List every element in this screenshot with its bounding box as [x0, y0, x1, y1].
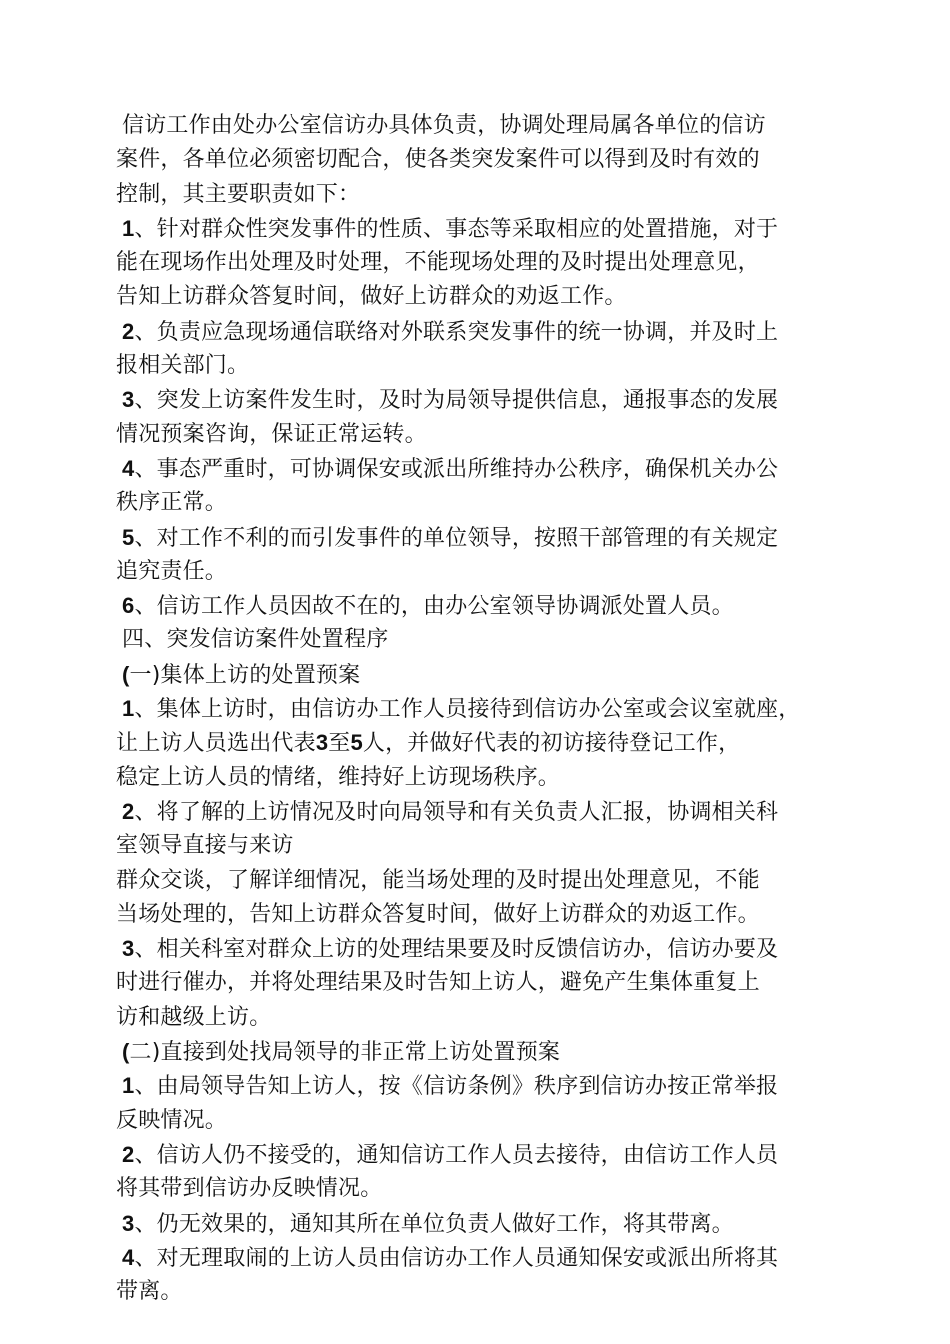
paragraph-line: 稳定上访人员的情绪，维持好上访现场秩序。: [116, 764, 561, 790]
list-item-3-line: 3、突发上访案件发生时，及时为局领导提供信息，通报事态的发展: [122, 387, 779, 414]
list-item-5-line: 5、对工作不利的而引发事件的单位领导，按照干部管理的有关规定: [122, 524, 779, 551]
paragraph-line: 秩序正常。: [116, 490, 228, 516]
item-number: 2: [122, 318, 135, 344]
item-number: 4: [122, 1244, 135, 1270]
list-item-1-line: 1、集体上访时，由信访办工作人员接待到信访办公室或会议室就座，: [122, 696, 801, 723]
list-item-1-line: 1、由局领导告知上访人，按《信访条例》秩序到信访办按正常举报: [122, 1073, 779, 1100]
item-number: 1: [122, 696, 135, 722]
subsection-heading: (一)集体上访的处置预案: [122, 661, 361, 688]
item-number: 3: [122, 1210, 135, 1236]
paragraph-line: 追究责任。: [116, 558, 228, 584]
paragraph-line: 报相关部门。: [116, 353, 250, 379]
paragraph-line: 信访工作由处办公室信访办具体负责，协调处理局属各单位的信访: [122, 113, 766, 138]
paragraph-line: 告知上访群众答复时间，做好上访群众的劝返工作。: [116, 284, 627, 310]
list-item-1-line: 1、针对群众性突发事件的性质、事态等采取相应的处置措施，对于: [122, 215, 779, 242]
item-number: 4: [122, 455, 135, 481]
paragraph-line: 将其带到信访办反映情况。: [116, 1176, 383, 1202]
paragraph-line: 情况预案咨询，保证正常运转。: [116, 421, 427, 447]
item-number: 2: [122, 798, 135, 824]
paragraph-line: 控制，其主要职责如下：: [116, 181, 361, 207]
item-number: 6: [122, 593, 135, 619]
list-item-4-line: 4、对无理取闹的上访人员由信访办工作人员通知保安或派出所将其: [122, 1244, 779, 1271]
paragraph-line: 带离。: [116, 1279, 183, 1305]
list-item-3-line: 3、仍无效果的，通知其所在单位负责人做好工作，将其带离。: [122, 1210, 734, 1237]
paragraph-line: 让上访人员选出代表3至5人，并做好代表的初访接待登记工作，: [116, 730, 741, 757]
paragraph-line: 反映情况。: [116, 1107, 228, 1133]
document-body: [116, 109, 876, 1309]
list-item-2-line: 2、信访人仍不接受的，通知信访工作人员去接待，由信访工作人员: [122, 1141, 779, 1168]
list-item-2-line: 2、负责应急现场通信联络对外联系突发事件的统一协调，并及时上: [122, 318, 779, 345]
item-number: 3: [122, 936, 135, 962]
item-number: 2: [122, 1141, 135, 1167]
paragraph-line: 当场处理的，告知上访群众答复时间，做好上访群众的劝返工作。: [116, 901, 760, 927]
item-number: 1: [122, 1073, 135, 1099]
list-item-6-line: 6、信访工作人员因故不在的，由办公室领导协调派处置人员。: [122, 593, 734, 620]
paragraph-line: 时进行催办，并将处理结果及时告知上访人，避免产生集体重复上: [116, 970, 760, 996]
item-number: 3: [122, 387, 135, 413]
item-number: 5: [122, 524, 135, 550]
paragraph-line: 能在现场作出处理及时处理，不能现场处理的及时提出处理意见，: [116, 250, 760, 276]
list-item-2-line: 2、将了解的上访情况及时向局领导和有关负责人汇报，协调相关科: [122, 798, 779, 825]
item-number: 1: [122, 215, 135, 241]
section-heading: 四、突发信访案件处置程序: [122, 627, 389, 653]
list-item-4-line: 4、事态严重时，可协调保安或派出所维持办公秩序，确保机关办公: [122, 455, 779, 482]
subsection-heading: (二)直接到处找局领导的非正常上访处置预案: [122, 1039, 561, 1066]
paragraph-line: 群众交谈，了解详细情况，能当场处理的及时提出处理意见，不能: [116, 867, 760, 893]
list-item-3-line: 3、相关科室对群众上访的处理结果要及时反馈信访办，信访办要及: [122, 936, 779, 963]
paragraph-line: 室领导直接与来访: [116, 833, 294, 859]
paragraph-line: 案件，各单位必须密切配合，使各类突发案件可以得到及时有效的: [116, 147, 760, 173]
paragraph-line: 访和越级上访。: [116, 1004, 272, 1030]
